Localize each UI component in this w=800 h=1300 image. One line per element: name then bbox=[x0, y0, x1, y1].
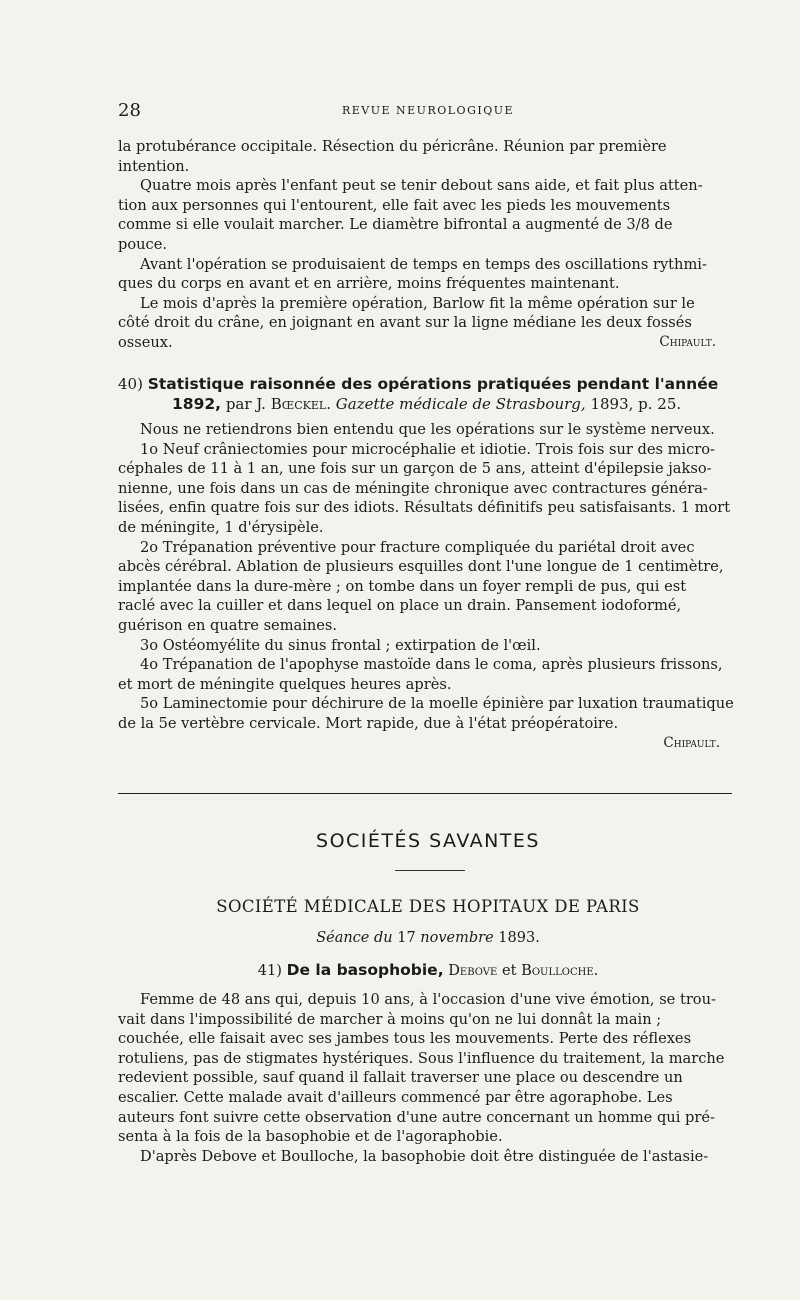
article-title-text: De la basophobie, bbox=[286, 961, 444, 979]
text-line: abcès cérébral. Ablation de plusieurs esquilles dont l'une longue de 1 centimètre, bbox=[118, 558, 724, 576]
text-line: de méningite, 1 d'érysipèle. bbox=[118, 518, 324, 536]
text-line: auteurs font suivre cette observation d'une autre concernant un homme qui pré- bbox=[118, 1108, 715, 1126]
and-text: et bbox=[501, 962, 517, 979]
text-line: rotuliens, pas de stigmates hystériques. Sous l'influence du traitement, la marche bbox=[118, 1049, 725, 1067]
text-line: céphales de 11 à 1 an, une fois sur un garçon de 5 ans, atteint d'épilepsie jakso- bbox=[118, 460, 712, 478]
item-text: Trépanation de l'apophyse mastoïde dans le coma, après plusieurs frissons, bbox=[162, 656, 723, 674]
society-name: SOCIÉTÉ MÉDICALE DES HOPITAUX DE PARIS bbox=[216, 897, 640, 916]
text-line: tion aux personnes qui l'entourent, elle fait avec les pieds les mouvements bbox=[118, 196, 671, 214]
article-number: 40) bbox=[118, 375, 143, 393]
session-date bbox=[118, 930, 738, 946]
text-line: Avant l'opération se produisaient de temps en temps des oscillations rythmi- bbox=[140, 255, 707, 273]
section-divider bbox=[118, 793, 732, 794]
item-text: Trépanation préventive pour fracture compliquée du pariétal droit avec bbox=[162, 538, 695, 556]
article-year: 1892, bbox=[172, 395, 222, 413]
session-month: novembre bbox=[420, 930, 494, 946]
running-title: REVUE NEUROLOGIQUE bbox=[341, 104, 515, 117]
text-line: senta à la fois de la basophobie et de l'agoraphobie. bbox=[118, 1128, 503, 1146]
text-line: pouce. bbox=[118, 235, 167, 253]
article-40 bbox=[118, 374, 738, 753]
text-line: redevient possible, sauf quand il fallait traverser une place ou descendre un bbox=[118, 1069, 683, 1087]
item-number: 5o bbox=[140, 695, 159, 713]
journal-ref: 1893, p. 25. bbox=[590, 395, 682, 413]
item-number: 1o bbox=[140, 440, 159, 458]
item-text: Laminectomie pour déchirure de la moelle épinière par luxation traumatique bbox=[162, 695, 734, 713]
article-title-text: Statistique raisonnée des opérations pratiquées pendant l'année bbox=[147, 375, 719, 393]
text-line: nienne, une fois dans un cas de méningite chronique avec contractures généra- bbox=[118, 479, 708, 497]
text-line: ques du corps en avant et en arrière, moins fréquentes maintenant. bbox=[118, 275, 620, 293]
numbered-item-line bbox=[118, 655, 738, 675]
text-line: Le mois d'après la première opération, Barlow fit la même opération sur le bbox=[140, 294, 695, 312]
item-text: Ostéomyélite du sinus frontal ; extirpation de l'œil. bbox=[162, 636, 541, 654]
text-line: la protubérance occipitale. Résection du péricrâne. Réunion par première bbox=[118, 138, 667, 155]
numbered-item-line bbox=[118, 440, 738, 460]
text-fragment: osseux. bbox=[118, 333, 173, 351]
session-year: 1893. bbox=[498, 930, 540, 946]
item-number: 2o bbox=[140, 538, 159, 556]
text-line: vait dans l'impossibilité de marcher à moins qu'on ne lui donnât la main ; bbox=[118, 1010, 662, 1028]
by-text: par J. bbox=[225, 395, 266, 413]
article-41-title bbox=[118, 961, 738, 979]
numbered-item-line bbox=[118, 694, 738, 714]
text-line: et mort de méningite quelques heures après. bbox=[118, 675, 452, 693]
journal-name: Gazette médicale de Strasbourg, bbox=[335, 395, 586, 413]
text-line: lisées, enfin quatre fois sur des idiots. Résultats définitifs peu satisfaisants. 1 mort bbox=[118, 499, 731, 517]
page-number: 28 bbox=[118, 100, 141, 121]
text-line: escalier. Cette malade avait d'ailleurs commencé par être agoraphobe. Les bbox=[118, 1088, 673, 1106]
article-author: Boulloche. bbox=[521, 962, 599, 979]
article-41-body bbox=[118, 990, 738, 1166]
text-line: comme si elle voulait marcher. Le diamètre bifrontal a augmenté de 3/8 de bbox=[118, 216, 673, 234]
article-author: Debove bbox=[448, 962, 498, 979]
title-underline bbox=[395, 870, 465, 871]
text-line: Quatre mois après l'enfant peut se tenir debout sans aide, et fait plus atten- bbox=[140, 177, 703, 195]
item-number: 3o bbox=[140, 636, 159, 654]
article-author: Bœckel. bbox=[270, 395, 331, 413]
author-signature: Chipault. bbox=[663, 734, 720, 751]
text-line: intention. bbox=[118, 157, 190, 175]
numbered-item-line bbox=[118, 538, 738, 558]
author-signature: Chipault. bbox=[659, 333, 716, 350]
article-citation bbox=[118, 394, 738, 414]
item-number: 4o bbox=[140, 656, 159, 674]
text-line: couchée, elle faisait avec ses jambes tous les mouvements. Perte des réflexes bbox=[118, 1030, 692, 1048]
text-line-with-signature bbox=[118, 333, 738, 353]
item-text: Neuf crâniectomies pour microcéphalie et idiotie. Trois fois sur des micro- bbox=[162, 440, 715, 458]
text-line: Nous ne retiendrons bien entendu que les opérations sur le système nerveux. bbox=[140, 421, 715, 438]
session-label: Séance du bbox=[316, 930, 393, 946]
text-line: D'après Debove et Boulloche, la basophobie doit être distinguée de l'astasie- bbox=[140, 1147, 709, 1165]
text-line: de la 5e vertèbre cervicale. Mort rapide, due à l'état préopératoire. bbox=[118, 714, 619, 732]
page-header bbox=[118, 100, 738, 124]
session-day: 17 bbox=[397, 930, 416, 946]
article-39-continuation bbox=[118, 137, 738, 353]
text-line: Femme de 48 ans qui, depuis 10 ans, à l'occasion d'une vive émotion, se trou- bbox=[140, 991, 716, 1008]
article-body bbox=[118, 420, 738, 753]
article-title bbox=[118, 374, 738, 394]
section-title: SOCIÉTÉS SAVANTES bbox=[316, 830, 540, 852]
numbered-item-line bbox=[118, 636, 738, 656]
article-number: 41) bbox=[257, 962, 282, 979]
text-line: raclé avec la cuiller et dans lequel on place un drain. Pansement iodoformé, bbox=[118, 597, 682, 615]
text-line: guérison en quatre semaines. bbox=[118, 616, 338, 634]
text-line: implantée dans la dure-mère ; on tombe dans un foyer rempli de pus, qui est bbox=[118, 577, 687, 595]
text-line: côté droit du crâne, en joignant en avant sur la ligne médiane les deux fossés bbox=[118, 314, 692, 332]
